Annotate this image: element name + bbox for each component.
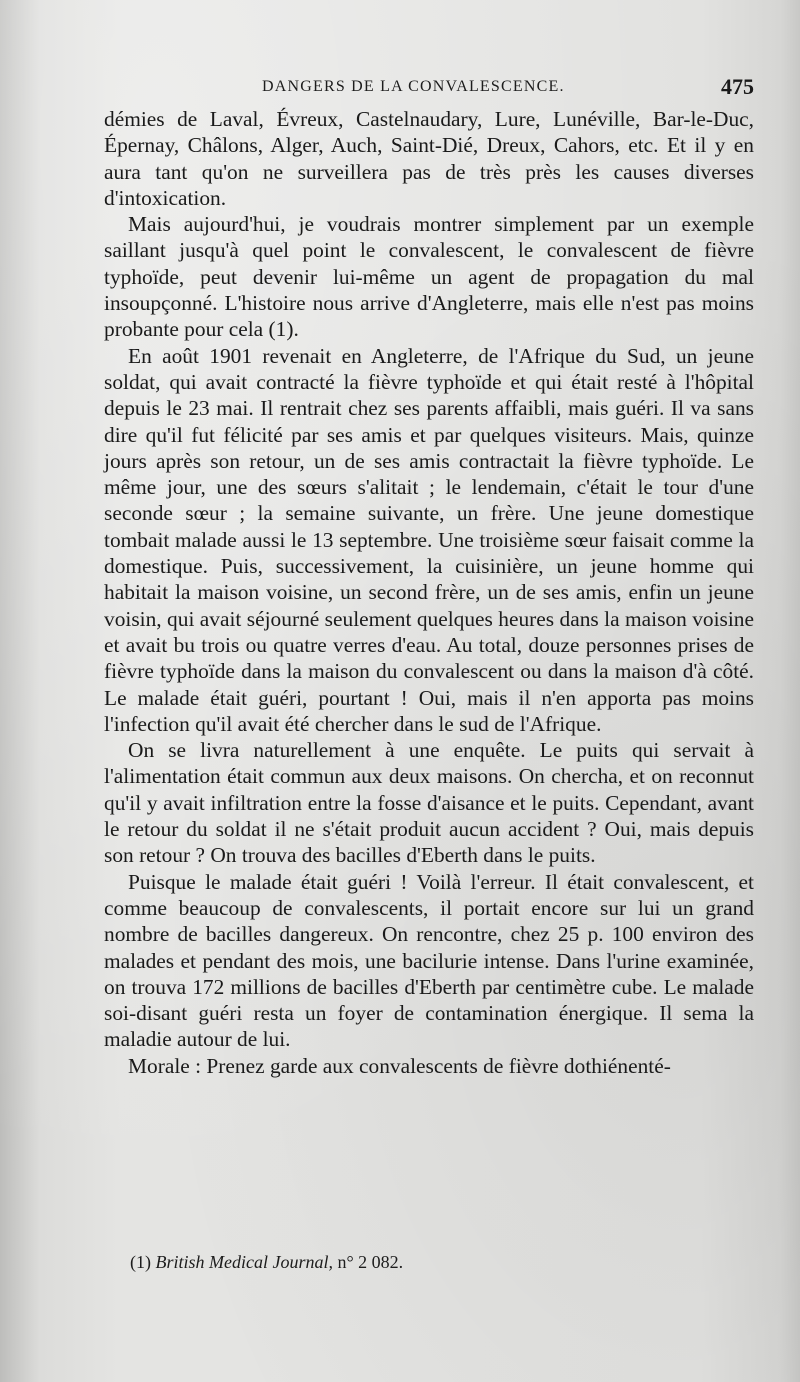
paragraph: En août 1901 revenait en Angleterre, de l'Afrique du Sud, un jeune soldat, qui avait contracté la fièvre typhoïde et qui était resté à l'hôpital depuis le 23 mai. Il rentrait chez ses parents affaibli, mais guéri. Il va sans dire qu'il fut félicité par ses amis et par quelques visiteurs. Mais, quinze jours après son retour, un de ses amis contractait la fièvre typhoïde. Le même jour, une des sœurs s'alitait ; le lendemain, c'était le tour d'une seconde sœur ; la semaine suivante, un frère. Une jeune domestique tombait malade aussi le 13 septembre. Une troisième sœur faisait comme la domestique. Puis, successivement, la cuisinière, un jeune homme qui habitait la maison voisine, un second frère, un de ses amis, enfin un jeune voisin, qui avait séjourné seulement quelques heures dans la maison voisine et avait bu trois ou quatre verres d'eau. Au total, douze personnes prises de fièvre typhoïde dans la maison du convalescent ou dans la maison d'à côté. Le malade était guéri, pourtant ! Oui, mais il n'en apporta pas moins l'infection qu'il avait été chercher dans le sud de l'Afrique. xyxy=(104,343,754,736)
page-number: 475 xyxy=(721,74,754,99)
paragraph: Mais aujourd'hui, je voudrais montrer simplement par un exemple saillant jusqu'à quel point le convalescent, le convalescent de fièvre typhoïde, peut devenir lui-même un agent de propagation du mal insoupçonné. L'histoire nous arrive d'Angleterre, mais elle n'est pas moins probante pour cela (1). xyxy=(104,212,754,342)
running-title: DANGERS DE LA CONVALESCENCE. xyxy=(262,78,565,95)
paragraph: Puisque le malade était guéri ! Voilà l'erreur. Il était convalescent, et comme beaucoup de convalescents, il portait encore sur lui un grand nombre de bacilles dangereux. On rencontre, chez 25 p. 100 environ des malades et pendant des mois, une bacilurie intense. Dans l'urine examinée, on trouva 172 millions de bacilles d'Eberth par centimètre cube. Le malade soi-disant guéri resta un foyer de contamination énergique. Il sema la maladie autour de lui. xyxy=(104,869,754,1052)
body-text xyxy=(104,106,754,1079)
footnote-marker: (1) xyxy=(130,1252,151,1272)
paragraph: Morale : Prenez garde aux convalescents de fièvre dothiénenté- xyxy=(128,1053,671,1078)
footnote-number: n° 2 082. xyxy=(337,1252,404,1272)
paragraph: démies de Laval, Évreux, Castelnaudary, Lure, Lunéville, Bar-le-Duc, Épernay, Châlons, Alger, Auch, Saint-Dié, Dreux, Cahors, etc. Et il y en aura tant qu'on ne surveillera pas de très près les causes diverses d'intoxication. xyxy=(104,107,754,210)
footnote xyxy=(130,1252,730,1273)
paragraph: On se livra naturellement à une enquête. Le puits qui servait à l'alimentation était commun aux deux maisons. On chercha, et on reconnut qu'il y avait infiltration entre la fosse d'aisance et le puits. Cependant, avant le retour du soldat il ne s'était produit aucun accident ? Oui, mais depuis son retour ? On trouva des bacilles d'Eberth dans le puits. xyxy=(104,738,754,868)
footnote-source: British Medical Journal, xyxy=(155,1252,333,1272)
page-header xyxy=(104,74,754,104)
